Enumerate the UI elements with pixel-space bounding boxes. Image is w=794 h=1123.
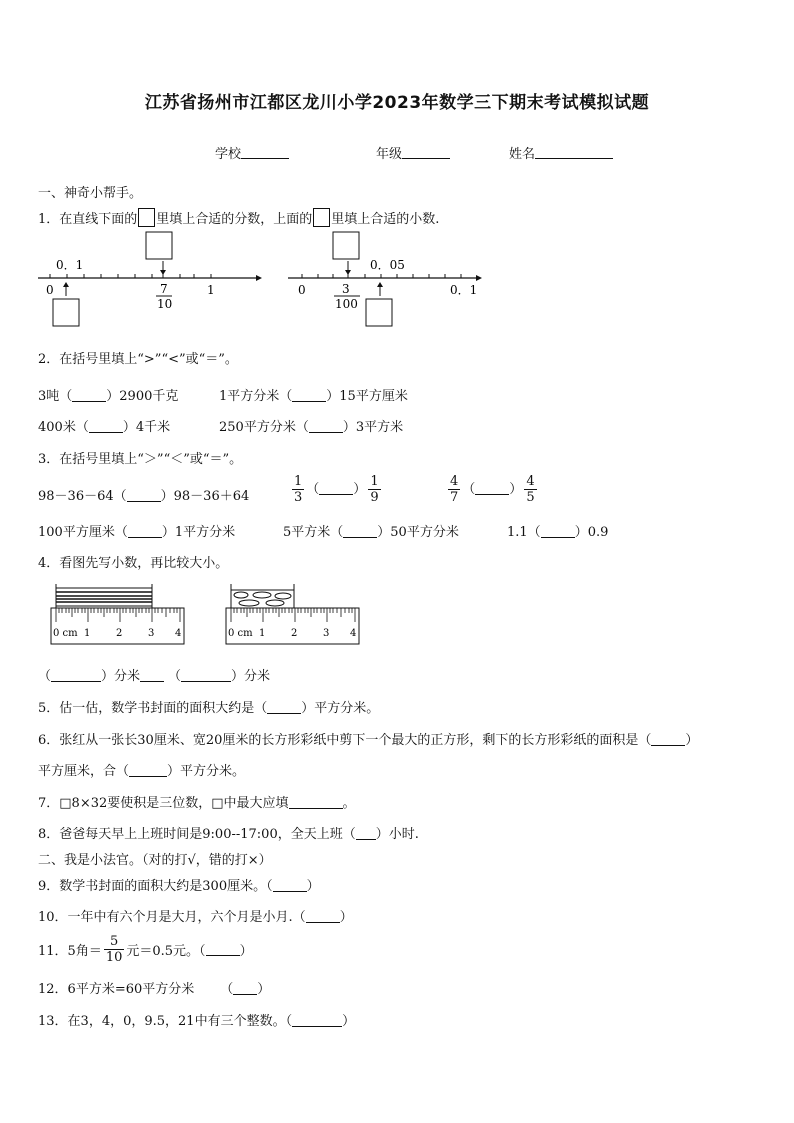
answer-blank[interactable] xyxy=(356,827,376,840)
answer-blank[interactable] xyxy=(127,489,161,502)
grade-field: 年级 xyxy=(376,143,450,162)
number-line-2 xyxy=(286,228,486,330)
ticks xyxy=(50,274,211,278)
answer-blank[interactable] xyxy=(306,910,340,923)
question-1: 1．在直线下面的 里填上合适的分数，上面的 里填上合适的小数. xyxy=(38,208,439,227)
answer-blank[interactable] xyxy=(309,420,343,433)
answer-blank[interactable] xyxy=(181,669,231,682)
compare-blank[interactable] xyxy=(140,669,164,682)
answer-blank[interactable] xyxy=(129,764,167,777)
question-6-cont: 平方厘米，合（ ）平方分米。 xyxy=(38,764,246,779)
nl2-zero-label: 0 xyxy=(298,283,306,297)
number-line-1 xyxy=(36,228,266,330)
fraction: $\frac{4}{5}$ xyxy=(526,474,535,505)
question-10: 10．一年中有六个月是大月，六个月是小月.（ ） xyxy=(38,910,353,925)
ruler-label-0: 0 cm xyxy=(53,628,78,639)
q3-fraction-compare-2: $\frac{4}{7}$ （ ） $\frac{4}{5}$ xyxy=(450,474,535,505)
question-3: 3．在括号里填上“＞”“＜”或“＝”。 xyxy=(38,452,243,467)
nl1-zero-label: 0 xyxy=(46,283,54,297)
axis-arrow-icon xyxy=(256,275,262,281)
fraction: $\frac{5}{10}$ xyxy=(105,934,123,965)
arrow-up-head-icon xyxy=(63,282,69,287)
nl1-one-label: 1 xyxy=(207,283,215,297)
fraction: $\frac{1}{9}$ xyxy=(370,474,379,505)
ruler-label-1: 1 xyxy=(259,628,266,639)
answer-blank[interactable] xyxy=(89,420,123,433)
ruler-label-4: 4 xyxy=(175,628,182,639)
nl2-frac-num: 3 xyxy=(342,282,350,296)
q3-row2a: 100平方厘米（ ）1平方分米 xyxy=(38,525,236,540)
answer-blank[interactable] xyxy=(206,943,240,956)
ruler-label-3: 3 xyxy=(148,628,155,639)
q2-row2b: 250平方分米（ ）3平方米 xyxy=(219,420,404,435)
ruler-label-4: 4 xyxy=(350,628,357,639)
answer-blank[interactable] xyxy=(128,525,162,538)
ruler-label-3: 3 xyxy=(323,628,330,639)
answer-blank[interactable] xyxy=(267,701,301,714)
answer-blank[interactable] xyxy=(541,525,575,538)
q3-row2c: 1.1（ ）0.9 xyxy=(507,525,609,540)
fraction: $\frac{1}{3}$ xyxy=(294,474,303,505)
question-5: 5．估一估，数学书封面的面积大约是（ ）平方分米。 xyxy=(38,701,380,716)
answer-blank[interactable] xyxy=(289,796,343,809)
question-8: 8．爸爸每天早上上班时间是9:00--17:00，全天上班（ ）小时. xyxy=(38,827,419,842)
q2-row2a: 400米（ ）4千米 xyxy=(38,420,171,435)
name-blank[interactable] xyxy=(535,146,613,159)
answer-blank[interactable] xyxy=(292,1014,342,1027)
grade-blank[interactable] xyxy=(402,146,450,159)
ticks xyxy=(302,274,461,278)
arrow-up-head-icon xyxy=(377,282,383,287)
nl2-top-label: 0．05 xyxy=(370,258,405,272)
ruler-image-1 xyxy=(50,584,190,646)
axis-arrow-icon xyxy=(476,275,482,281)
fraction: $\frac{4}{7}$ xyxy=(450,474,459,505)
question-7: 7．□8×32要使积是三位数，□中最大应填 。 xyxy=(38,796,356,811)
nl2-frac-den: 100 xyxy=(335,297,358,311)
ruler-label-2: 2 xyxy=(291,628,298,639)
nl1-frac-num: 7 xyxy=(160,282,168,296)
q3-row1a: 98－36－64（ ）98－36＋64 xyxy=(38,489,250,504)
question-2: 2．在括号里填上“>”“<”或“＝”。 xyxy=(38,352,238,367)
answer-blank[interactable] xyxy=(273,879,307,892)
q3-row2b: 5平方米（ ）50平方分米 xyxy=(283,525,459,540)
name-field: 姓名 xyxy=(509,143,613,162)
nl1-frac-den: 10 xyxy=(157,297,173,311)
question-13: 13．在3，4，0，9.5，21中有三个整数。（ ） xyxy=(38,1014,356,1029)
answer-blank[interactable] xyxy=(319,482,353,495)
q4-answers: （ ）分米 （ ）分米 xyxy=(38,669,271,684)
school-field: 学校 xyxy=(215,143,289,162)
ruler-label-0: 0 cm xyxy=(228,628,253,639)
ruler-image-2 xyxy=(225,584,365,646)
answer-box-top[interactable] xyxy=(333,232,359,259)
question-6: 6．张红从一张长30厘米、宽20厘米的长方形彩纸中剪下一个最大的正方形，剩下的长方形彩纸的面积是（ ） xyxy=(38,733,699,748)
answer-blank[interactable] xyxy=(651,733,685,746)
answer-box-bottom[interactable] xyxy=(53,299,79,326)
answer-box-top[interactable] xyxy=(146,232,172,259)
question-11: 11．5角＝ $\frac{5}{10}$ 元＝0.5元。（ ） xyxy=(38,934,253,965)
ruler-label-2: 2 xyxy=(116,628,123,639)
box-icon xyxy=(138,208,155,227)
question-12: 12．6平方米=60平方分米 （ ） xyxy=(38,982,271,997)
box-icon xyxy=(313,208,330,227)
school-blank[interactable] xyxy=(241,146,289,159)
section-2-heading: 二、我是小法官。（对的打√，错的打×） xyxy=(38,853,272,868)
q2-row1b: 1平方分米（ ）15平方厘米 xyxy=(219,389,408,404)
answer-blank[interactable] xyxy=(72,389,106,402)
nl2-end-label: 0．1 xyxy=(450,283,478,297)
section-1-heading: 一、神奇小帮手。 xyxy=(38,186,143,201)
answer-blank[interactable] xyxy=(475,482,509,495)
nl1-top-label: 0．1 xyxy=(56,258,84,272)
ruler-label-1: 1 xyxy=(84,628,91,639)
question-4: 4．看图先写小数，再比较大小。 xyxy=(38,556,229,571)
answer-blank[interactable] xyxy=(292,389,326,402)
q2-row1a: 3吨（ ）2900千克 xyxy=(38,389,179,404)
question-9: 9．数学书封面的面积大约是300厘米。（ ） xyxy=(38,879,320,894)
answer-box-bottom[interactable] xyxy=(366,299,392,326)
answer-blank[interactable] xyxy=(51,669,101,682)
striped-strip xyxy=(56,588,152,606)
q3-fraction-compare-1: $\frac{1}{3}$ （ ） $\frac{1}{9}$ xyxy=(294,474,379,505)
answer-blank[interactable] xyxy=(343,525,377,538)
answer-blank[interactable] xyxy=(233,982,257,995)
page-title: 江苏省扬州市江都区龙川小学2023年数学三下期末考试模拟试题 xyxy=(144,93,650,113)
